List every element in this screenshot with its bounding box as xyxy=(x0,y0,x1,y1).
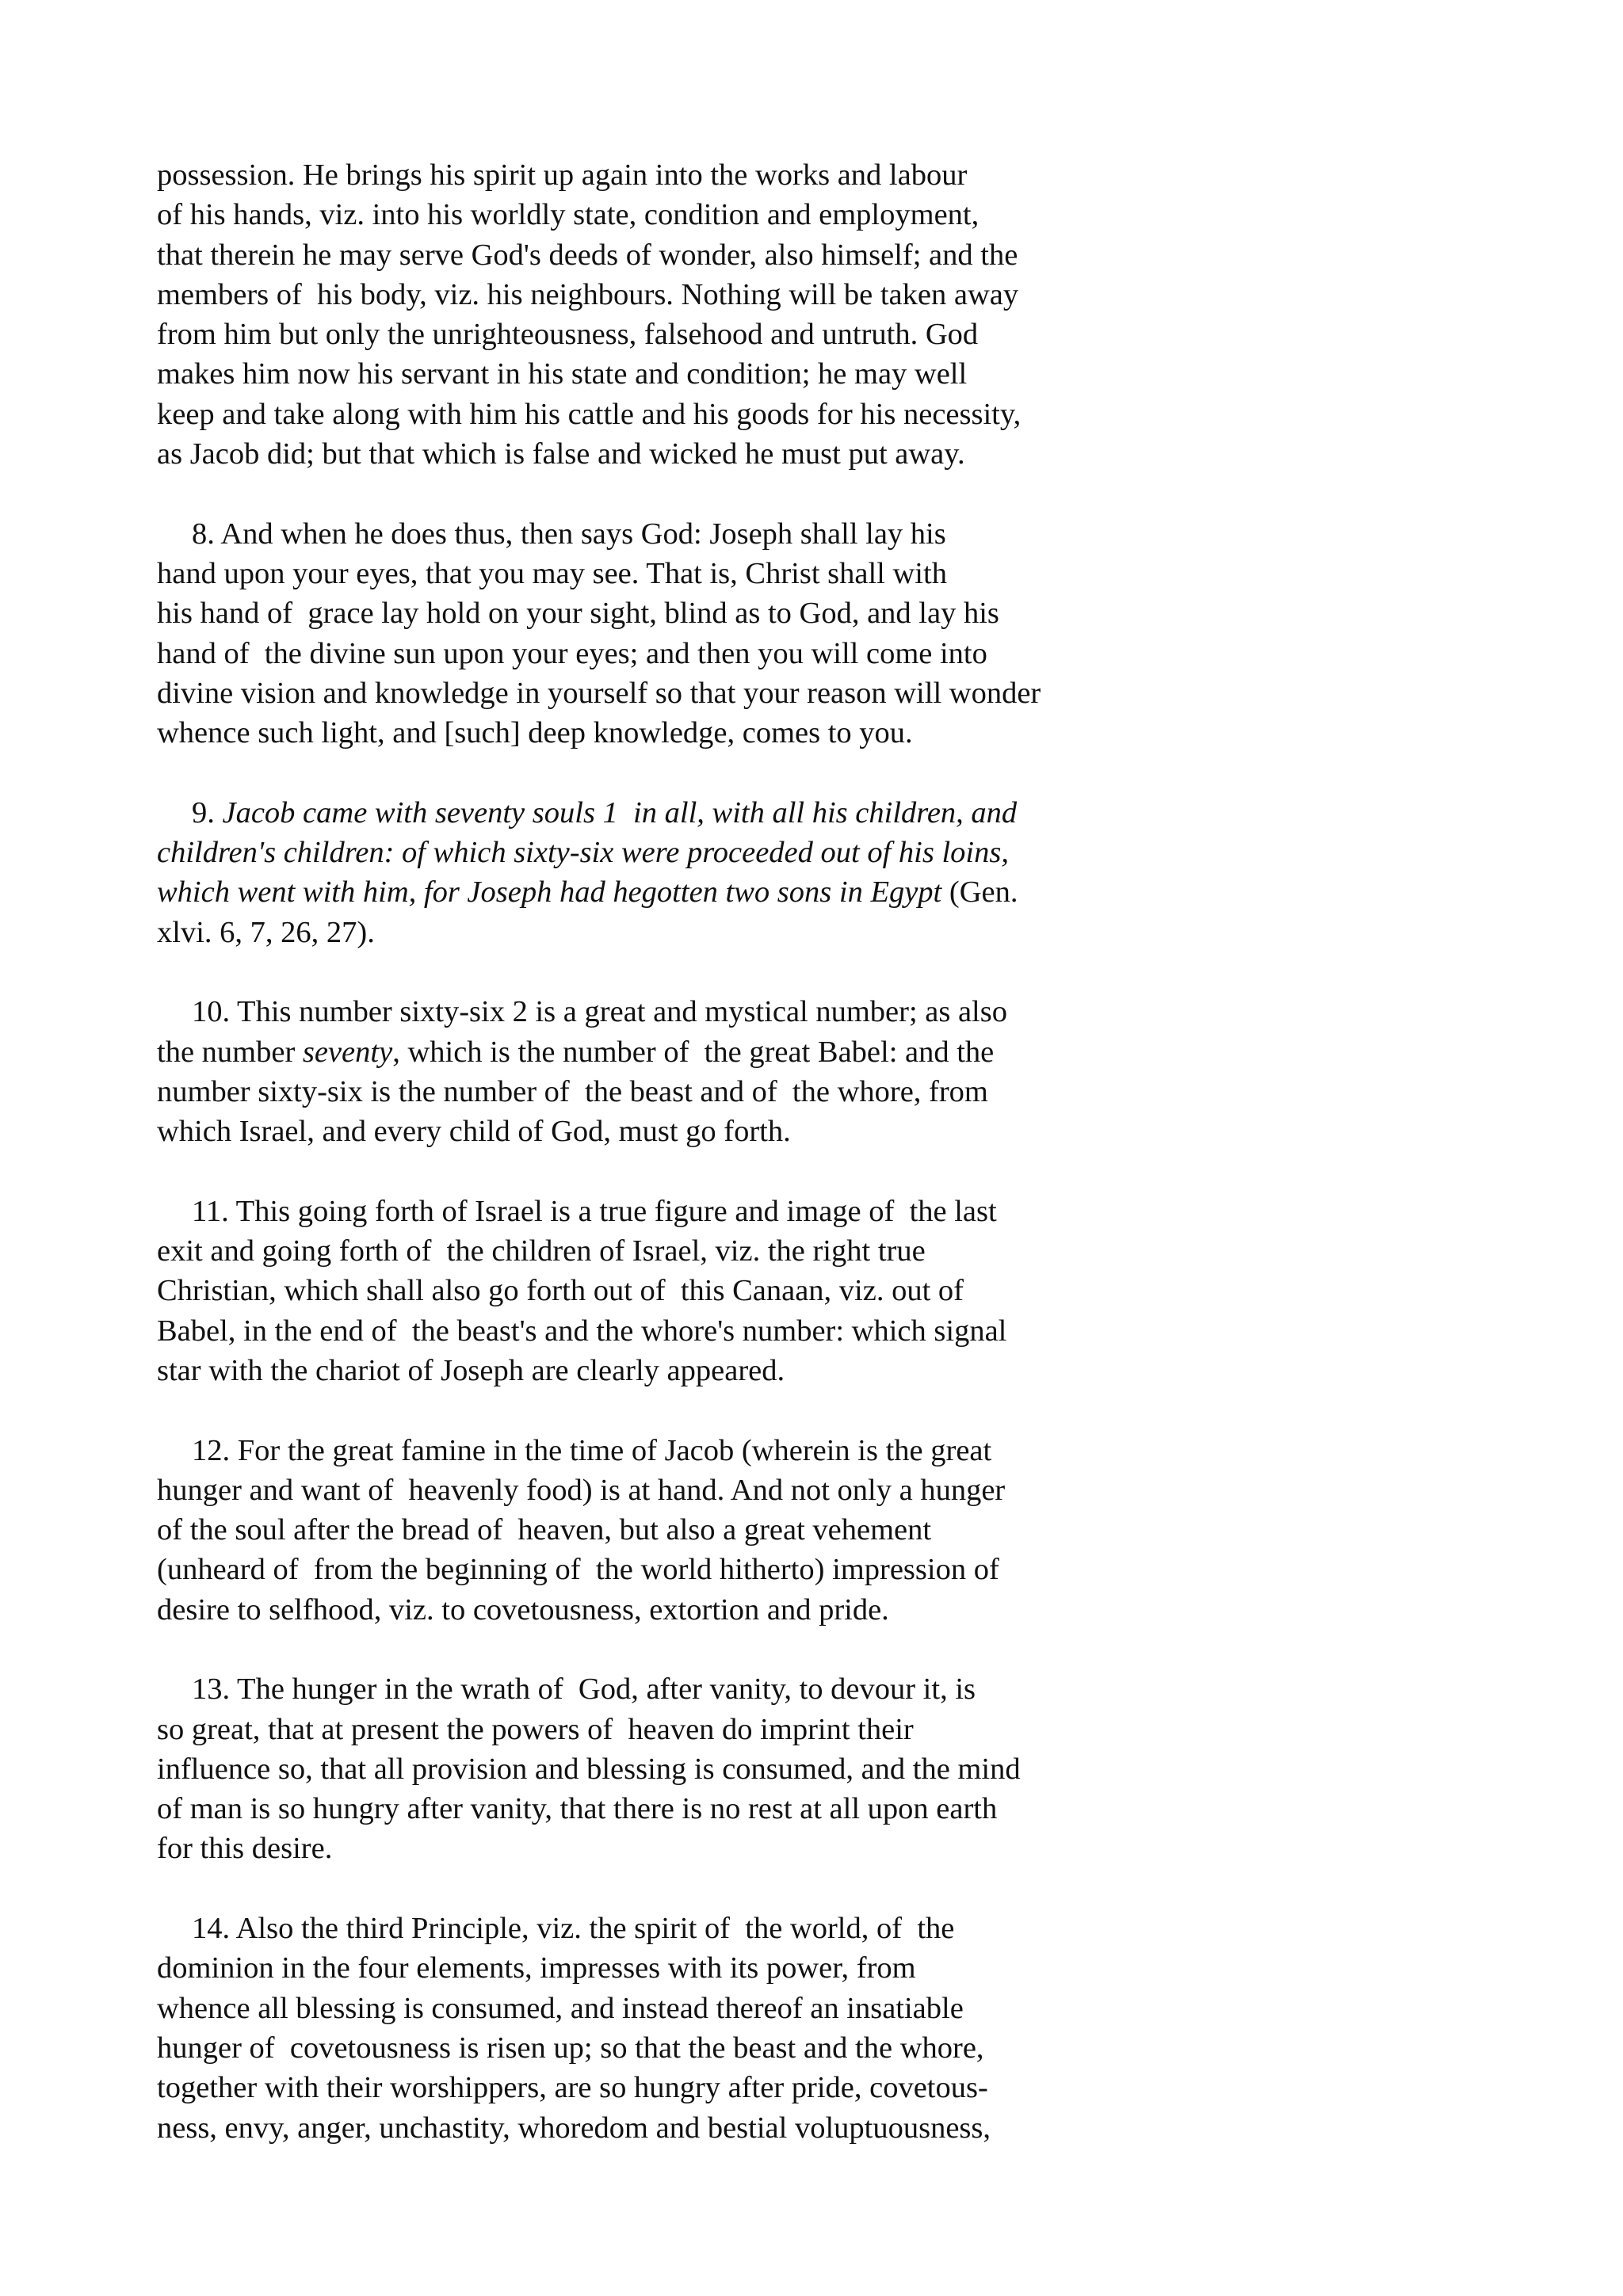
text-line xyxy=(157,235,1187,275)
text-line xyxy=(157,1909,1187,1948)
text-line xyxy=(157,1231,1187,1271)
italic-text: seventy xyxy=(302,1035,393,1069)
text-run: xlvi. 6, 7, 26, 27). xyxy=(157,915,375,949)
text-line xyxy=(157,275,1187,315)
paragraph xyxy=(157,1431,1187,1630)
text-run: together with their worshippers, are so hungry after pride, covetous- xyxy=(157,2071,988,2105)
text-run: 14. Also the third Principle, viz. the spirit of the world, of the xyxy=(192,1912,955,1946)
text-line xyxy=(157,554,1187,593)
text-line xyxy=(157,713,1187,753)
text-line xyxy=(157,913,1187,952)
text-run: of his hands, viz. into his worldly state, condition and employment, xyxy=(157,198,980,232)
text-run: desire to selfhood, viz. to covetousness, extortion and pride. xyxy=(157,1592,889,1627)
text-line xyxy=(157,634,1187,673)
text-run: of the soul after the bread of heaven, but also a great vehement xyxy=(157,1513,932,1547)
text-line xyxy=(157,395,1187,434)
paragraph xyxy=(157,793,1187,952)
text-run: makes him now his servant in his state and condition; he may well xyxy=(157,357,968,391)
text-line xyxy=(157,315,1187,354)
text-run: , which is the number of the great Babel: and the xyxy=(392,1035,995,1069)
text-line xyxy=(157,1351,1187,1390)
text-run: influence so, that all provision and blessing is consumed, and the mind xyxy=(157,1752,1021,1786)
text-run: Christian, which shall also go forth out of this Canaan, viz. out of xyxy=(157,1274,964,1308)
text-line xyxy=(157,1271,1187,1310)
text-line xyxy=(157,1431,1187,1470)
text-line xyxy=(157,1829,1187,1868)
text-line xyxy=(157,1669,1187,1709)
text-run: 11. This going forth of Israel is a true figure and image of the last xyxy=(192,1194,997,1228)
text-line xyxy=(157,1072,1187,1112)
text-run: members of his body, viz. his neighbours. Nothing will be taken away xyxy=(157,277,1019,311)
text-run: dominion in the four elements, impresses with its power, from xyxy=(157,1951,916,1985)
text-line xyxy=(157,434,1187,474)
text-line xyxy=(157,593,1187,633)
text-line xyxy=(157,354,1187,394)
text-run: hand of the divine sun upon your eyes; and then you will come into xyxy=(157,636,987,670)
text-line xyxy=(157,1948,1187,1988)
text-line xyxy=(157,1749,1187,1789)
text-line xyxy=(157,1112,1187,1151)
text-line xyxy=(157,992,1187,1032)
text-line xyxy=(157,1789,1187,1829)
text-run: his hand of grace lay hold on your sight, blind as to God, and lay his xyxy=(157,597,999,631)
text-line xyxy=(157,1550,1187,1589)
text-run: for this desire. xyxy=(157,1832,333,1866)
italic-text: children's children: of which sixty-six were proceeded out of his loins, xyxy=(157,836,1009,870)
paragraph xyxy=(157,1909,1187,2148)
text-line xyxy=(157,155,1187,195)
text-line xyxy=(157,1710,1187,1749)
text-run: whence all blessing is consumed, and instead thereof an insatiable xyxy=(157,1991,964,2025)
text-line xyxy=(157,793,1187,833)
body-text xyxy=(157,155,1187,2148)
paragraph xyxy=(157,992,1187,1151)
text-line xyxy=(157,673,1187,713)
text-line xyxy=(157,514,1187,554)
text-run: hunger and want of heavenly food) is at hand. And not only a hunger xyxy=(157,1473,1006,1507)
text-line xyxy=(157,872,1187,912)
italic-text: which went with him, for Joseph had hegotten two sons in Egypt xyxy=(157,875,942,910)
text-run: 12. For the great famine in the time of Jacob (wherein is the great xyxy=(192,1433,992,1467)
text-run: from him but only the unrighteousness, falsehood and untruth. God xyxy=(157,318,979,352)
text-run: keep and take along with him his cattle and his goods for his necessity, xyxy=(157,397,1022,431)
paragraph-continued xyxy=(157,155,1187,474)
text-run: possession. He brings his spirit up again into the works and labour xyxy=(157,158,968,192)
text-line xyxy=(157,2028,1187,2068)
text-run: 13. The hunger in the wrath of God, after vanity, to devour it, is xyxy=(192,1672,976,1707)
text-run: the number xyxy=(157,1035,303,1069)
text-line xyxy=(157,1311,1187,1351)
text-line xyxy=(157,833,1187,872)
text-line xyxy=(157,195,1187,235)
text-line xyxy=(157,1510,1187,1550)
text-run: hunger of covetousness is risen up; so that the beast and the whore, xyxy=(157,2031,984,2065)
text-run: exit and going forth of the children of Israel, viz. the right true xyxy=(157,1234,926,1268)
text-run: 8. And when he does thus, then says God: Joseph shall lay his xyxy=(192,517,946,551)
text-run: divine vision and knowledge in yourself so that your reason will wonder xyxy=(157,676,1041,710)
text-line xyxy=(157,1590,1187,1630)
text-line xyxy=(157,1032,1187,1072)
italic-text: Jacob came with seventy souls 1 in all, with all his children, and xyxy=(222,795,1018,830)
text-run: whence such light, and [such] deep knowledge, comes to you. xyxy=(157,716,913,750)
text-run: that therein he may serve God's deeds of wonder, also himself; and the xyxy=(157,238,1018,272)
paragraph xyxy=(157,1192,1187,1390)
text-run: as Jacob did; but that which is false and wicked he must put away. xyxy=(157,437,965,471)
text-run: which Israel, and every child of God, must go forth. xyxy=(157,1115,791,1149)
text-line xyxy=(157,1192,1187,1231)
text-run: 9. xyxy=(192,795,223,830)
text-line xyxy=(157,1470,1187,1510)
text-run: ness, envy, anger, unchastity, whoredom and bestial voluptuousness, xyxy=(157,2111,991,2145)
text-run: Babel, in the end of the beast's and the whore's number: which signal xyxy=(157,1314,1007,1348)
text-run: 10. This number sixty-six 2 is a great and mystical number; as also xyxy=(192,995,1007,1029)
text-run: hand upon your eyes, that you may see. That is, Christ shall with xyxy=(157,556,947,590)
text-run: (Gen. xyxy=(941,875,1018,910)
text-run: of man is so hungry after vanity, that there is no rest at all upon earth xyxy=(157,1792,998,1826)
paragraph xyxy=(157,514,1187,753)
paragraph xyxy=(157,1669,1187,1868)
text-run: number sixty-six is the number of the beast and of the whore, from xyxy=(157,1074,988,1108)
text-run: star with the chariot of Joseph are clearly appeared. xyxy=(157,1353,785,1387)
text-line xyxy=(157,2068,1187,2107)
text-run: so great, that at present the powers of heaven do imprint their xyxy=(157,1712,914,1746)
text-line xyxy=(157,2108,1187,2148)
text-line xyxy=(157,1989,1187,2028)
text-run: (unheard of from the beginning of the world hitherto) impression of xyxy=(157,1553,999,1587)
